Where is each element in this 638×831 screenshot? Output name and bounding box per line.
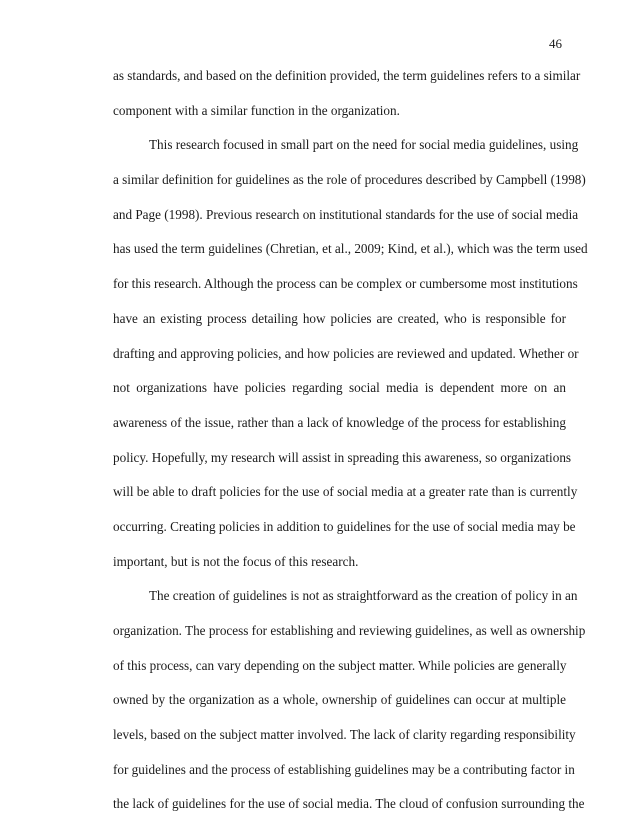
- text-line: component with a similar function in the organization.: [113, 102, 400, 118]
- text-line: not organizations have policies regarding social media is dependent more on an: [113, 380, 566, 396]
- text-line: have an existing process detailing how policies are created, who is responsible for: [113, 310, 566, 326]
- text-line: occurring. Creating policies in addition to guidelines for the use of social media may be: [113, 518, 576, 534]
- text-line: has used the term guidelines (Chretian, et al., 2009; Kind, et al.), which was the term used: [113, 241, 588, 257]
- text-line: will be able to draft policies for the use of social media at a greater rate than is currently: [113, 484, 578, 500]
- text-line: drafting and approving policies, and how policies are reviewed and updated. Whether or: [113, 345, 579, 361]
- text-line: The creation of guidelines is not as straightforward as the creation of policy in an: [149, 588, 578, 604]
- text-line: organization. The process for establishing and reviewing guidelines, as well as ownership: [113, 623, 586, 638]
- text-line: for guidelines and the process of establishing guidelines may be a contributing factor in: [113, 761, 575, 777]
- text-line: awareness of the issue, rather than a lack of knowledge of the process for establishing: [113, 414, 566, 430]
- text-line: the lack of guidelines for the use of social media. The cloud of confusion surrounding the: [113, 796, 585, 812]
- page-number: 46: [549, 36, 562, 51]
- text-line: and Page (1998). Previous research on institutional standards for the use of social media: [113, 206, 579, 222]
- text-line: policy. Hopefully, my research will assist in spreading this awareness, so organizations: [113, 449, 572, 465]
- text-line: owned by the organization as a whole, ownership of guidelines can occur at multiple: [113, 692, 566, 708]
- text-line: levels, based on the subject matter involved. The lack of clarity regarding responsibility: [113, 727, 576, 743]
- text-line: a similar definition for guidelines as the role of procedures described by Campbell (1998): [113, 172, 586, 188]
- text-line: This research focused in small part on the need for social media guidelines, using: [149, 137, 579, 153]
- text-line: as standards, and based on the definition provided, the term guidelines refers to a similar: [113, 68, 581, 83]
- body-text: [113, 68, 588, 831]
- text-line: for this research. Although the process can be complex or cumbersome most institutions: [113, 276, 578, 292]
- text-line: of this process, can vary depending on the subject matter. While policies are generally: [113, 657, 567, 673]
- text-line: important, but is not the focus of this research.: [113, 553, 359, 569]
